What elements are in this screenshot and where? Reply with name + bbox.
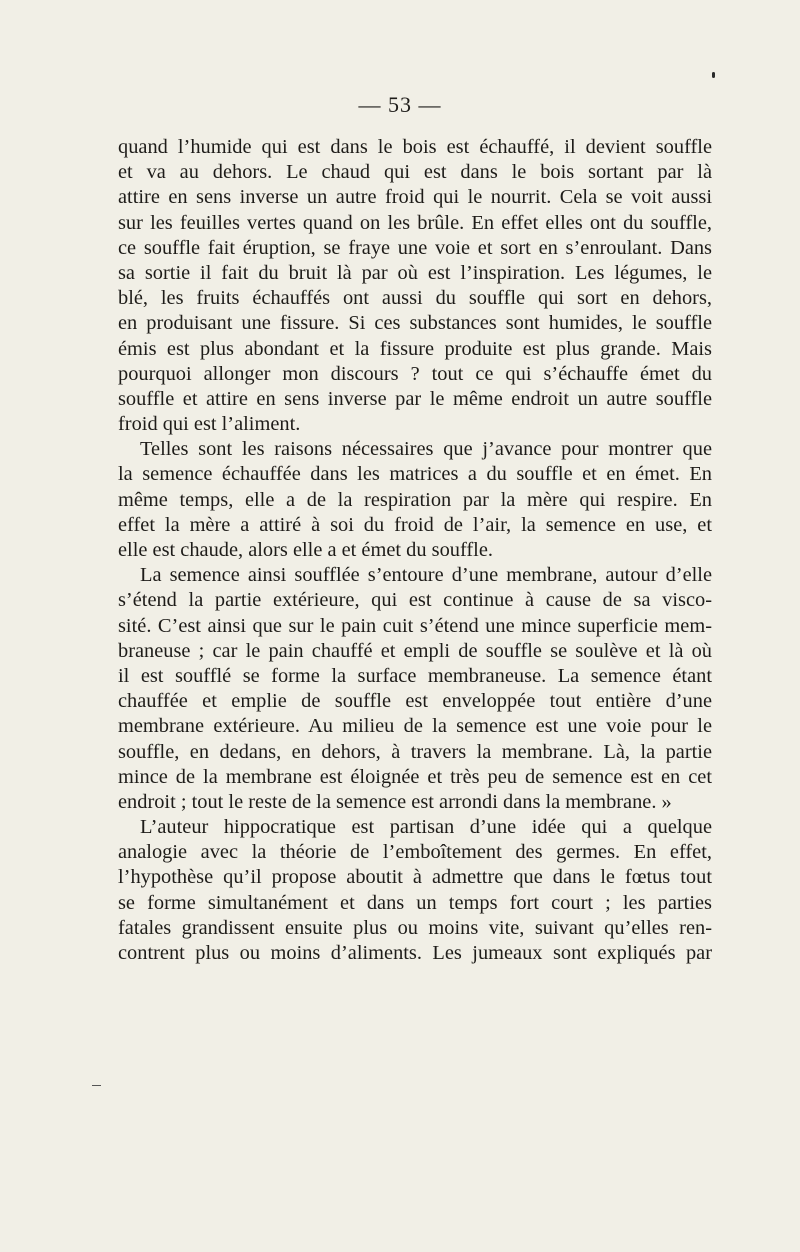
text-line: chauffée et emplie de souffle est enveloppée tout entière d’une — [118, 690, 712, 713]
text-line: froid qui est l’aliment. — [118, 413, 301, 436]
text-line: quand l’humide qui est dans le bois est échauffé, il devient souffle — [118, 136, 712, 158]
text-line: ce souffle fait éruption, se fraye une voie et sort en s’enroulant. Dans — [118, 236, 712, 259]
text-line: fatales grandissent ensuite plus ou moins vite, suivant qu’elles ren- — [118, 916, 712, 939]
text-line: blé, les fruits échauffés ont aussi du souffle qui sort en dehors, — [118, 287, 712, 310]
text-line: endroit ; tout le reste de la semence est arrondi dans la membrane. » — [118, 790, 672, 813]
text-line: membrane extérieure. Au milieu de la semence est une voie pour le — [118, 715, 712, 738]
text-line: souffle, en dedans, en dehors, à travers la membrane. Là, la partie — [118, 740, 712, 763]
text-line: l’hypothèse qu’il propose aboutit à admettre que dans le fœtus tout — [118, 866, 712, 889]
text-line: souffle et attire en sens inverse par le même endroit un autre souffle — [118, 387, 712, 410]
text-line: contrent plus ou moins d’aliments. Les jumeaux sont expliqués par — [118, 942, 712, 964]
text-line: Telles sont les raisons nécessaires que j’avance pour montrer que — [140, 438, 712, 461]
text-line: sa sortie il fait du bruit là par où est l’inspiration. Les légumes, le — [118, 261, 712, 284]
text-line: et va au dehors. Le chaud qui est dans le bois sortant par là — [118, 161, 712, 184]
text-line: braneuse ; car le pain chauffé et empli de souffle se soulève et là où — [118, 639, 712, 662]
ink-speck — [712, 72, 715, 78]
body-text — [118, 135, 712, 966]
text-line: pourquoi allonger mon discours ? tout ce qui s’échauffe émet du — [118, 362, 712, 385]
text-line: sité. C’est ainsi que sur le pain cuit s’étend une mince superficie mem- — [118, 614, 712, 637]
margin-mark — [92, 1085, 101, 1086]
text-line: La semence ainsi soufflée s’entoure d’une membrane, autour d’elle — [140, 564, 712, 587]
text-line: en produisant une fissure. Si ces substances sont humides, le souffle — [118, 312, 712, 335]
text-line: sur les feuilles vertes quand on les brûle. En effet elles ont du souffle, — [118, 211, 712, 234]
text-line: effet la mère a attiré à soi du froid de l’air, la semence en use, et — [118, 513, 712, 536]
text-line: s’étend la partie extérieure, qui est continue à cause de sa visco- — [118, 589, 712, 612]
text-line: il est soufflé se forme la surface membraneuse. La semence étant — [118, 664, 712, 687]
text-line: analogie avec la théorie de l’emboîtement des germes. En effet, — [118, 841, 712, 864]
text-line: émis est plus abondant et la fissure produite est plus grande. Mais — [118, 337, 712, 360]
page-number: — 53 — — [358, 92, 442, 117]
text-line: mince de la membrane est éloignée et très peu de semence est en cet — [118, 765, 712, 788]
text-line: la semence échauffée dans les matrices a du souffle et en émet. En — [118, 463, 712, 486]
text-line: elle est chaude, alors elle a et émet du souffle. — [118, 539, 493, 561]
text-line: attire en sens inverse un autre froid qui le nourrit. Cela se voit aussi — [118, 186, 712, 209]
text-line: même temps, elle a de la respiration par la mère qui respire. En — [118, 488, 712, 511]
text-line: se forme simultanément et dans un temps fort court ; les parties — [118, 891, 712, 914]
text-line: L’auteur hippocratique est partisan d’une idée qui a quelque — [140, 816, 712, 839]
